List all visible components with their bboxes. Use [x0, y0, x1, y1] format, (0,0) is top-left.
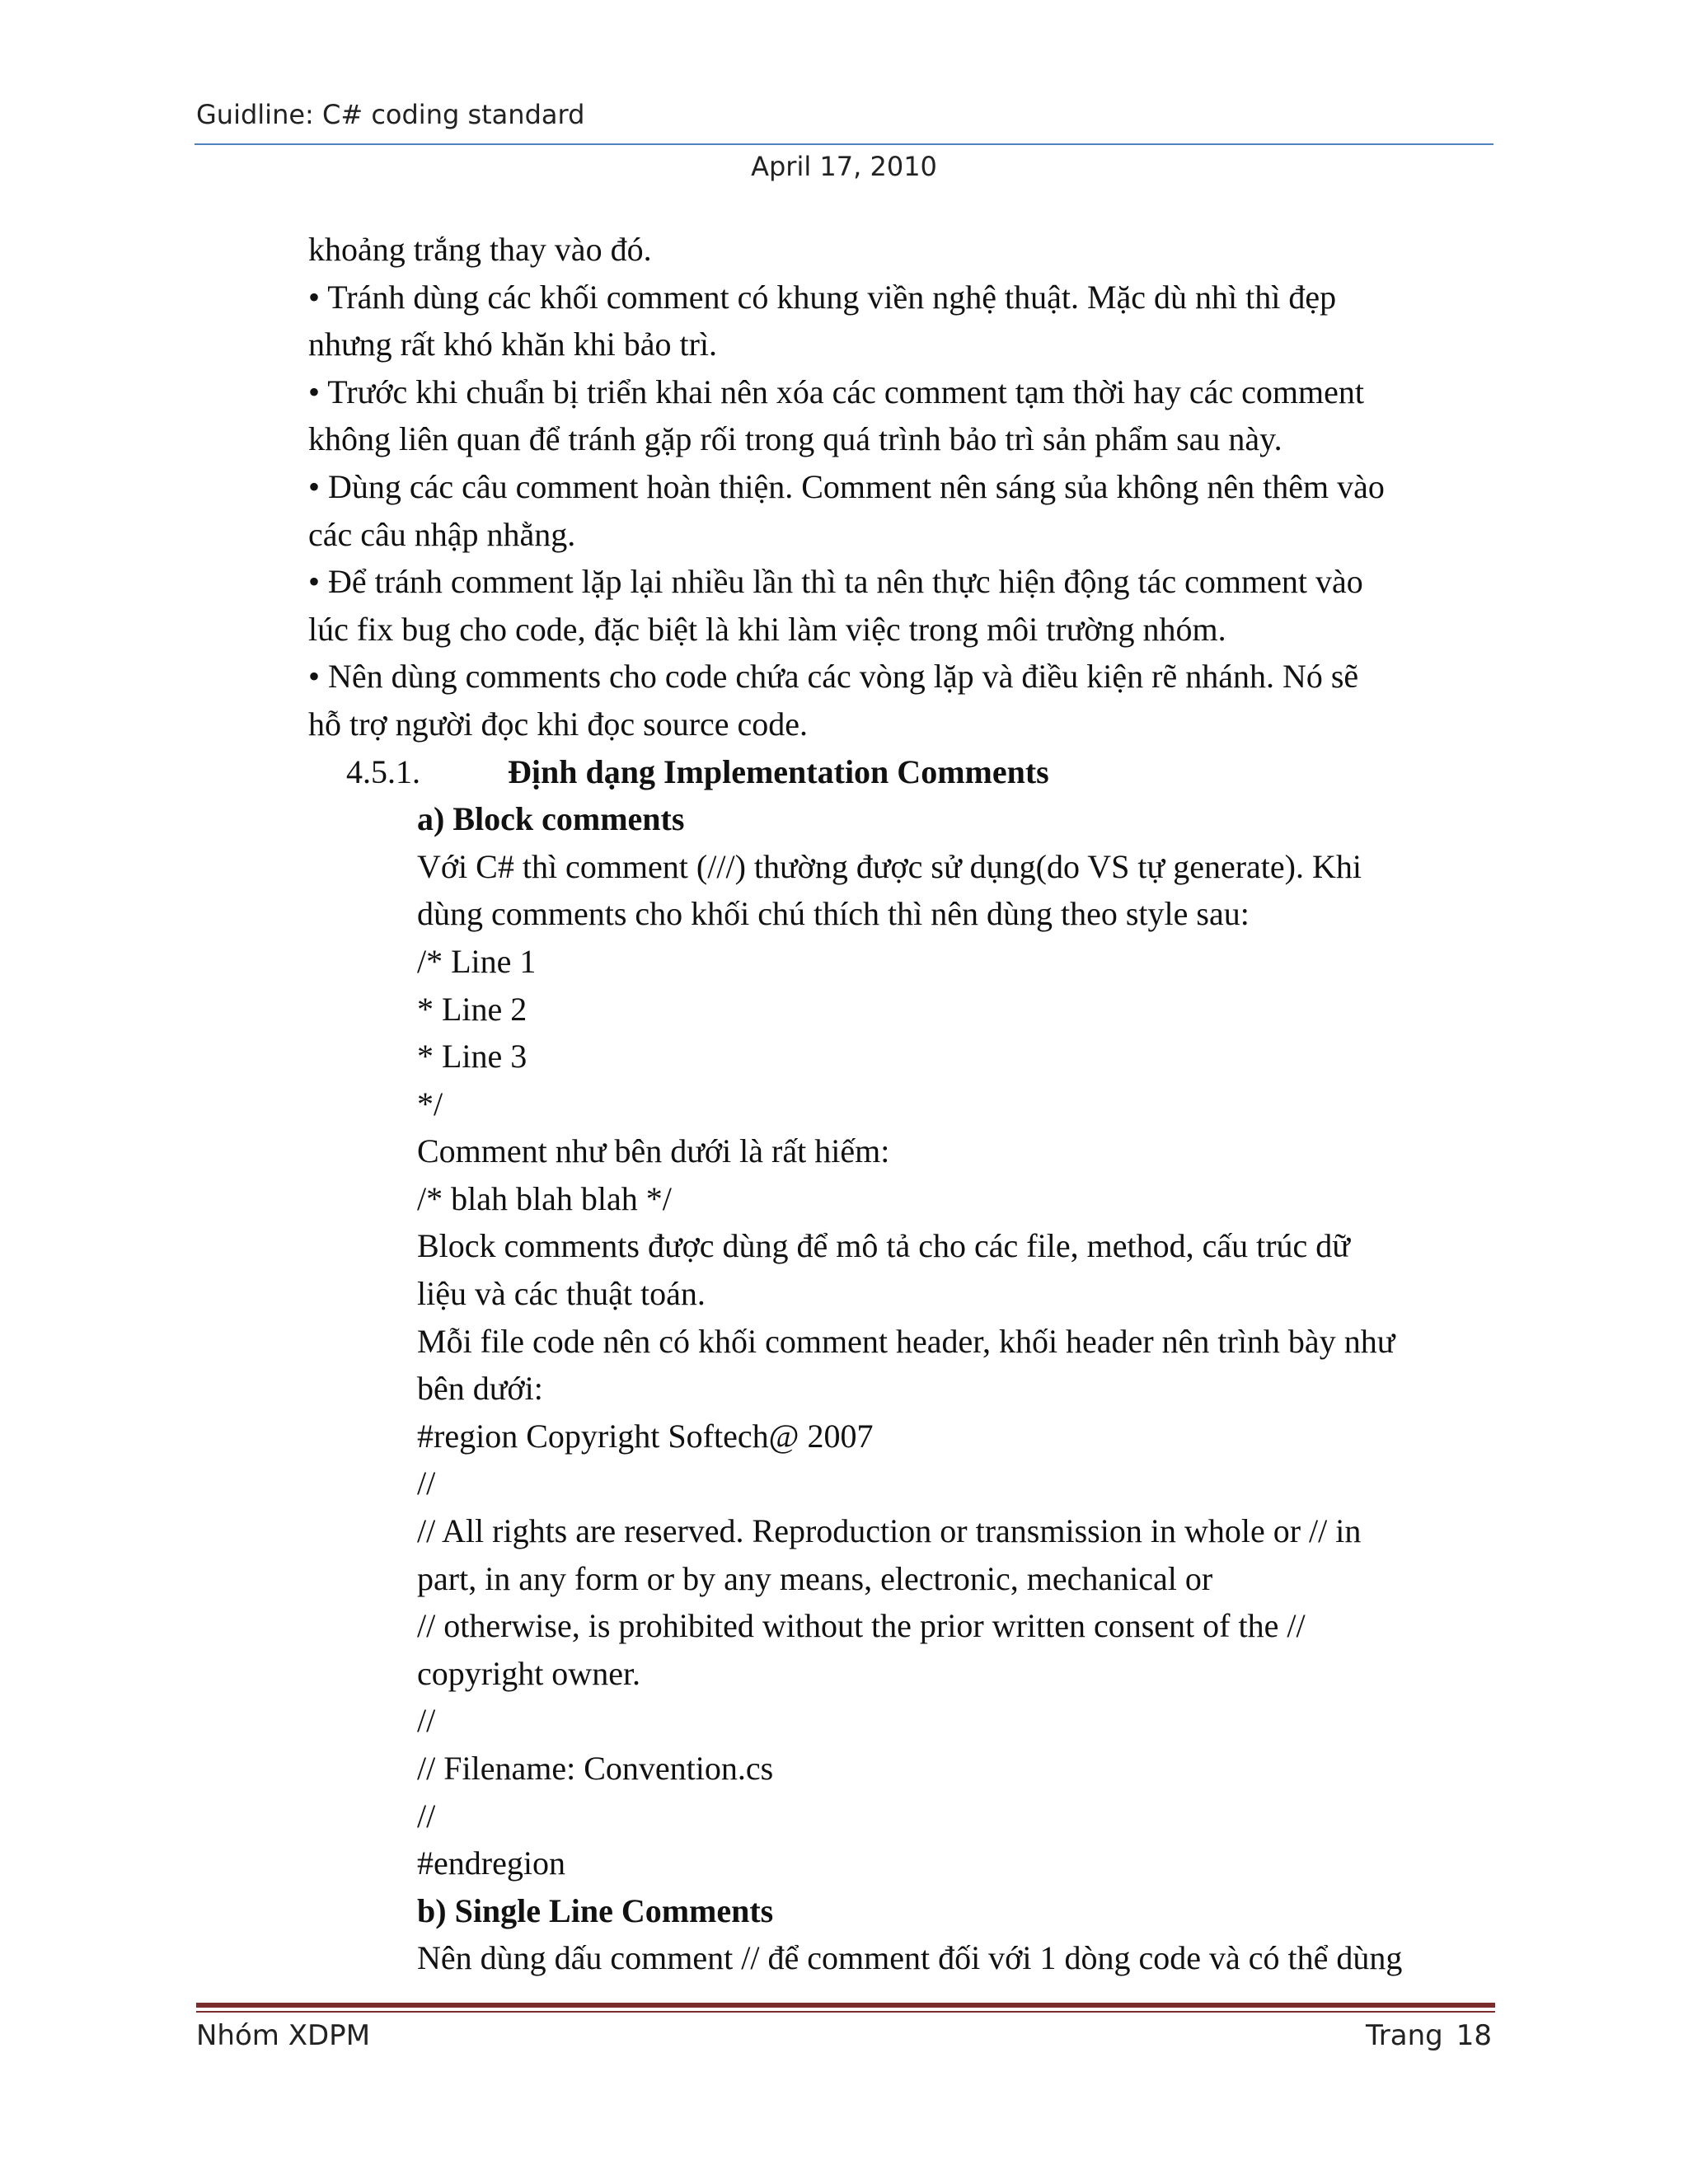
- code-line: */: [417, 1085, 443, 1122]
- bullet-line: • Dùng các câu comment hoàn thiện. Comment nên sáng sủa không nên thêm vào: [308, 467, 1385, 505]
- text-line: các câu nhập nhằng.: [308, 515, 576, 553]
- bullet-line: • Để tránh comment lặp lại nhiều lần thì ta nên thực hiện động tác comment vào: [308, 563, 1363, 601]
- text-line: liệu và các thuật toán.: [417, 1275, 706, 1313]
- code-line: //: [417, 1702, 436, 1740]
- text-line: nhưng rất khó khăn khi bảo trì.: [308, 326, 718, 363]
- code-line: /* Line 1: [417, 942, 537, 980]
- footer-divider-thin: [196, 2011, 1495, 2013]
- header-title: Guidline: C# coding standard: [196, 99, 585, 130]
- header-date: April 17, 2010: [751, 151, 937, 182]
- bullet-line: • Tránh dùng các khối comment có khung viền nghệ thuật. Mặc dù nhì thì đẹp: [308, 278, 1337, 316]
- section-title: Định dạng Implementation Comments: [508, 752, 1049, 790]
- code-line: /* blah blah blah */: [417, 1179, 672, 1217]
- text-line: Với C# thì comment (///) thường được sử dụng(do VS tự generate). Khi: [417, 847, 1362, 885]
- code-line: * Line 2: [417, 990, 528, 1028]
- code-line: #region Copyright Softech@ 2007: [417, 1417, 874, 1455]
- text-line: lúc fix bug cho code, đặc biệt là khi làm việc trong môi trường nhóm.: [308, 610, 1226, 648]
- code-line: * Line 3: [417, 1038, 528, 1076]
- subsection-heading-single-line-comments: b) Single Line Comments: [417, 1891, 774, 1929]
- code-line: part, in any form or by any means, electronic, mechanical or: [417, 1559, 1213, 1597]
- code-line: // Filename: Convention.cs: [417, 1750, 774, 1787]
- text-line: Block comments được dùng để mô tả cho các file, method, cấu trúc dữ: [417, 1227, 1350, 1265]
- footer-page-label: Trang: [1366, 2019, 1443, 2052]
- code-line: #endregion: [417, 1844, 565, 1882]
- bullet-line: • Trước khi chuẩn bị triển khai nên xóa các comment tạm thời hay các comment: [308, 373, 1364, 410]
- text-line: dùng comments cho khối chú thích thì nên dùng theo style sau:: [417, 895, 1250, 933]
- header-divider: [195, 143, 1493, 145]
- footer-page-number: 18: [1456, 2019, 1492, 2052]
- footer-group-name: Nhóm XDPM: [196, 2019, 371, 2052]
- code-line: // All rights are reserved. Reproduction or transmission in whole or // in: [417, 1512, 1362, 1550]
- footer-divider-thick: [196, 2003, 1495, 2008]
- text-line: bên dưới:: [417, 1370, 543, 1408]
- text-line: Comment như bên dưới là rất hiếm:: [417, 1132, 890, 1170]
- text-line: khoảng trắng thay vào đó.: [308, 231, 652, 268]
- code-line: //: [417, 1797, 436, 1835]
- bullet-line: • Nên dùng comments cho code chứa các vòng lặp và điều kiện rẽ nhánh. Nó sẽ: [308, 658, 1359, 696]
- text-line: Mỗi file code nên có khối comment header, khối header nên trình bày như: [417, 1322, 1395, 1360]
- text-line: không liên quan để tránh gặp rối trong quá trình bảo trì sản phẩm sau này.: [308, 420, 1282, 458]
- subsection-heading-block-comments: a) Block comments: [417, 800, 685, 838]
- text-line: hỗ trợ người đọc khi đọc source code.: [308, 705, 809, 743]
- body-text: [0, 226, 1688, 1982]
- code-line: //: [417, 1465, 436, 1502]
- section-number: 4.5.1.: [346, 752, 420, 790]
- text-line: Nên dùng dấu comment // để comment đối với 1 dòng code và có thể dùng: [417, 1939, 1403, 1977]
- code-line: copyright owner.: [417, 1654, 641, 1692]
- section-heading: [0, 748, 1688, 796]
- footer-page-indicator: [1353, 2019, 1492, 2052]
- code-line: // otherwise, is prohibited without the prior written consent of the //: [417, 1607, 1306, 1645]
